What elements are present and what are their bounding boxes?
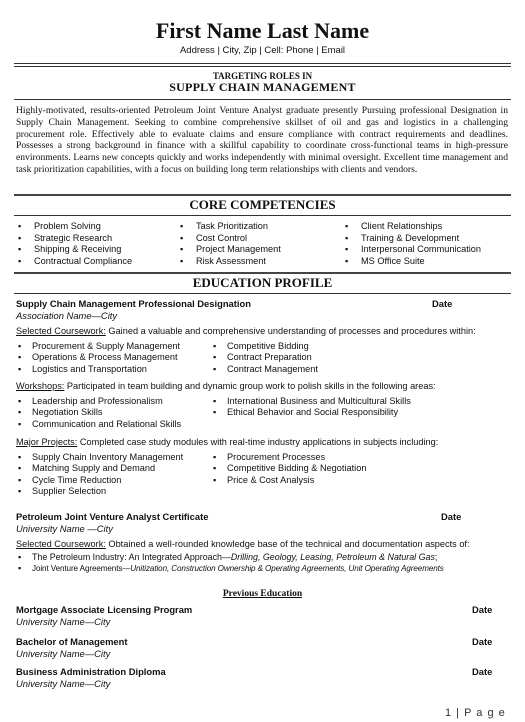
list-item: ▪ Ethical Behavior and Social Responsibility <box>213 407 411 418</box>
list-item: ▪ Price & Cost Analysis <box>213 475 366 486</box>
competency-item: ▪ Cost Control <box>180 233 281 245</box>
list-item: ▪ The Petroleum Industry: An Integrated Approach—Drilling, Geology, Leasing, Petroleum & Natural Gas; <box>18 552 444 563</box>
targeting-role: SUPPLY CHAIN MANAGEMENT <box>169 80 356 94</box>
education-title: Petroleum Joint Venture Analyst Certificate <box>16 511 209 522</box>
education-date: Date <box>472 604 493 615</box>
divider <box>14 63 511 64</box>
divider <box>14 293 511 294</box>
list-item: ▪ Cycle Time Reduction <box>18 475 183 486</box>
projects-list-2 <box>213 452 366 486</box>
list-item: ▪ Joint Venture Agreements—Unitization, Construction Ownership & Operating Agreements, Unit Operating Agreements <box>18 563 444 574</box>
competency-item: ▪ Problem Solving <box>18 221 132 233</box>
competency-item: ▪ Client Relationships <box>345 221 481 233</box>
competency-item: ▪ Project Management <box>180 244 281 256</box>
competency-item: ▪ Training & Development <box>345 233 481 245</box>
professional-summary: Highly-motivated, results-oriented Petroleum Joint Venture Analyst graduate presently Pursuing professional Designation in Supply Chain Management. Seeking to combine comprehensive skillset of oil and gas and logistics in a challenging procurement role. Effectively able to evaluate claims and ensure compliance with contract requirements and deadlines. Possesses a strong background in finance with a skillful capability to coordinate cross-functional teams in high-pressure environments. Learns new concepts quickly and works independently with minimal oversight. Excellent time management and task prioritization capabilities, with a focus on building long term relationships with clients and vendors. <box>16 105 508 175</box>
projects-list-1 <box>18 452 183 498</box>
candidate-name: First Name Last Name <box>155 18 370 43</box>
list-item: ▪ Logistics and Transportation <box>18 364 180 375</box>
list-item: ▪ Procurement & Supply Management <box>18 341 180 352</box>
coursework-line: Selected Coursework: Obtained a well-rounded knowledge base of the technical and documentation aspects of: <box>16 539 470 549</box>
competency-item: ▪ Strategic Research <box>18 233 132 245</box>
divider <box>14 194 511 196</box>
previous-education-heading: Previous Education <box>222 589 303 599</box>
workshops-list-1 <box>18 396 181 430</box>
education-organization: University Name—City <box>16 678 111 689</box>
contact-line: Address | City, Zip | Cell: Phone | Email <box>179 45 346 56</box>
competency-item: ▪ Task Prioritization <box>180 221 281 233</box>
list-item: ▪ Leadership and Professionalism <box>18 396 181 407</box>
competency-item: ▪ Contractual Compliance <box>18 256 132 268</box>
education-date: Date <box>432 298 453 309</box>
list-item: ▪ Contract Management <box>213 364 318 375</box>
competencies-column-1 <box>18 221 132 267</box>
list-item: ▪ Supply Chain Inventory Management <box>18 452 183 463</box>
divider <box>14 99 511 100</box>
education-title: Supply Chain Management Professional Designation <box>16 298 251 309</box>
list-item: ▪ Matching Supply and Demand <box>18 463 183 474</box>
list-item: ▪ International Business and Multicultural Skills <box>213 396 411 407</box>
list-item: ▪ Supplier Selection <box>18 486 183 497</box>
coursework-list-2 <box>213 341 318 375</box>
list-item: ▪ Competitive Bidding <box>213 341 318 352</box>
competency-item: ▪ Risk Assessment <box>180 256 281 268</box>
education-date: Date <box>472 666 493 677</box>
competency-item: ▪ MS Office Suite <box>345 256 481 268</box>
competencies-column-3 <box>345 221 481 267</box>
education-date: Date <box>472 636 493 647</box>
education-title: Bachelor of Management <box>16 636 128 647</box>
education-title: Mortgage Associate Licensing Program <box>16 604 193 615</box>
divider <box>14 272 511 274</box>
page-number: 1 | P a g e <box>445 707 506 719</box>
education-organization: University Name—City <box>16 648 111 659</box>
list-item: ▪ Communication and Relational Skills <box>18 419 181 430</box>
projects-line: Major Projects: Completed case study modules with real-time industry applications in subjects including: <box>16 437 439 447</box>
education-profile-heading: EDUCATION PROFILE <box>192 275 333 290</box>
competencies-column-2 <box>180 221 281 267</box>
list-item: ▪ Negotiation Skills <box>18 407 181 418</box>
education-organization: Association Name—City <box>16 310 118 321</box>
list-item: ▪ Procurement Processes <box>213 452 366 463</box>
competency-item: ▪ Interpersonal Communication <box>345 244 481 256</box>
coursework-line: Selected Coursework: Gained a valuable and comprehensive understanding of processes and procedures within: <box>16 326 476 336</box>
coursework-list <box>18 552 444 575</box>
divider <box>14 66 511 67</box>
targeting-label: TARGETING ROLES IN <box>212 71 313 81</box>
list-item: ▪ Operations & Process Management <box>18 352 180 363</box>
education-title: Business Administration Diploma <box>16 666 166 677</box>
list-item: ▪ Contract Preparation <box>213 352 318 363</box>
education-date: Date <box>441 511 462 522</box>
core-competencies-heading: CORE COMPETENCIES <box>189 197 336 212</box>
workshops-list-2 <box>213 396 411 419</box>
education-organization: University Name —City <box>16 523 113 534</box>
workshops-line: Workshops: Participated in team building and dynamic group work to polish skills in the following areas: <box>16 381 436 391</box>
competency-item: ▪ Shipping & Receiving <box>18 244 132 256</box>
education-organization: University Name—City <box>16 616 111 627</box>
list-item: ▪ Competitive Bidding & Negotiation <box>213 463 366 474</box>
coursework-list-1 <box>18 341 180 375</box>
divider <box>14 215 511 216</box>
